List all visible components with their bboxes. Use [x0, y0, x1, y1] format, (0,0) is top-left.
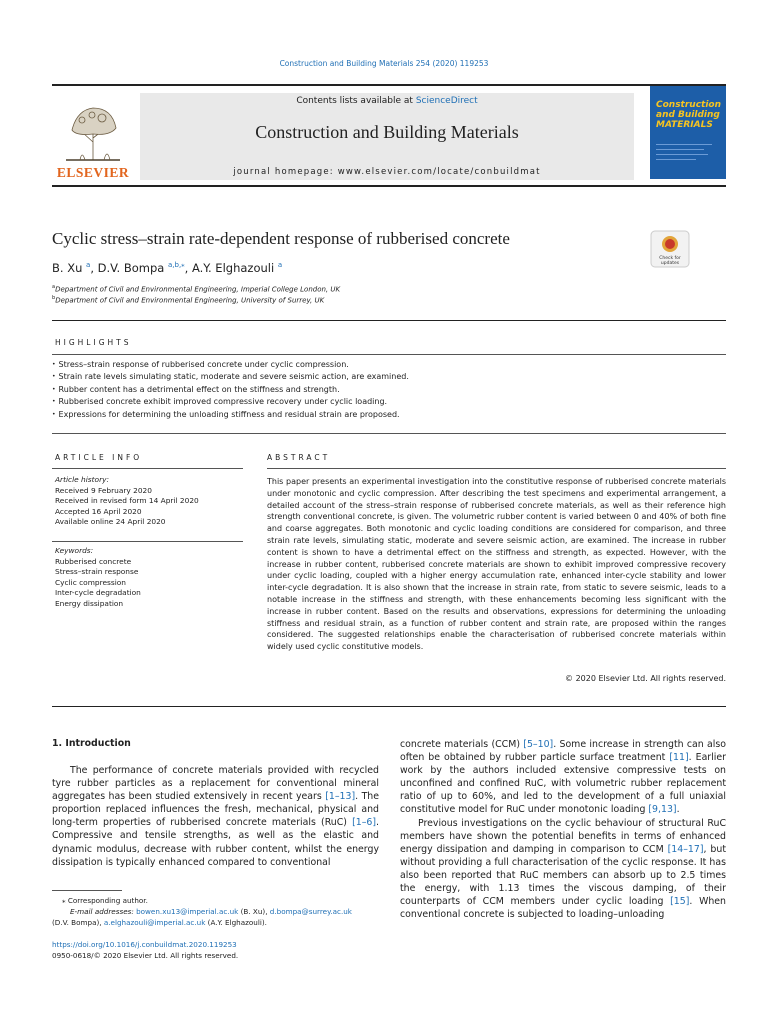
journal-name: Construction and Building Materials	[255, 122, 519, 142]
cover-title: Construction and Building MATERIALS	[656, 100, 722, 130]
journal-homepage[interactable]: journal homepage: www.elsevier.com/locate/conbuildmat	[233, 167, 541, 177]
footnote-rule	[52, 890, 122, 891]
paragraph: Previous investigations on the cyclic behaviour of structural RuC members have shown the potential benefits in terms of enhanced energy dissipation and damping in comparison to CCM [14–17], but without providing a full characterisation of the cyclic response. It has also been reported that RuC members can absorb up to 2.5 times the energy, with 1.13 times the viscous damping, of their counterparts of CCM members under cyclic loading [15]. When conventional concrete is subjected to loading–unloading	[400, 817, 726, 921]
abstract-copyright: © 2020 Elsevier Ltd. All rights reserved.	[565, 674, 726, 683]
citation-link[interactable]: [1–13]	[325, 791, 356, 803]
list-item: • Rubberised concrete exhibit improved compressive recovery under cyclic loading.	[52, 396, 409, 408]
divider	[267, 468, 726, 469]
doi-link[interactable]: https://doi.org/10.1016/j.conbuildmat.2020.119253	[52, 940, 237, 949]
keyword: Rubberised concrete	[55, 556, 132, 566]
divider	[52, 468, 243, 469]
citation-link[interactable]: [11]	[669, 752, 689, 764]
list-item: • Rubber content has a detrimental effect on the stiffness and strength.	[52, 384, 409, 396]
highlights-heading: HIGHLIGHTS	[55, 338, 132, 347]
keywords-label: Keywords:	[55, 546, 94, 555]
history-item: Available online 24 April 2020	[55, 517, 166, 526]
author-name[interactable]: A.Y. Elghazouli	[191, 261, 275, 275]
email-link[interactable]: a.elghazouli@imperial.ac.uk	[103, 918, 206, 927]
keyword: Inter-cycle degradation	[55, 588, 141, 597]
citation-link[interactable]: [15]	[670, 896, 690, 908]
article-history	[55, 475, 199, 528]
contents-line	[140, 96, 634, 106]
divider	[52, 706, 726, 707]
email-addresses: E-mail addresses: bowen.xu13@imperial.ac.uk (B. Xu), d.bompa@surrey.ac.uk	[70, 907, 352, 916]
author-affiliation-mark[interactable]: a	[277, 261, 283, 270]
history-label: Article history:	[55, 475, 109, 484]
contents-prefix: Contents lists available at	[296, 96, 416, 106]
keyword: Energy dissipation	[55, 598, 124, 608]
journal-cover-image	[650, 86, 726, 179]
article-title: Cyclic stress–strain rate-dependent response of rubberised concrete	[52, 229, 510, 248]
intro-right-column	[400, 738, 726, 921]
header-top-rule	[52, 84, 726, 86]
article-info-heading: ARTICLE INFO	[55, 453, 143, 462]
highlights-list	[52, 359, 409, 421]
affiliation: $^a$Department of Civil and Environmental Engineering, Imperial College London, UK	[52, 284, 341, 294]
list-item: • Expressions for determining the unloading stiffness and residual strain are proposed.	[52, 409, 409, 421]
citation-link[interactable]: [1–6]	[352, 817, 377, 829]
issn-copyright: 0950-0618/© 2020 Elsevier Ltd. All rights reserved.	[52, 951, 239, 960]
header-bottom-rule	[52, 185, 726, 187]
author-list: B. Xu $^a$, D.V. Bompa $^{a,b,⁎}$, A.Y. Elghazouli $^a$	[52, 261, 283, 275]
divider	[52, 354, 726, 355]
history-item: Received in revised form 14 April 2020	[55, 496, 199, 505]
abstract-text: This paper presents an experimental investigation into the constitutive response of rubberised concrete materials under monotonic and cyclic compression. After describing the test specimens and experimental arrangement, a detailed account of the stress–strain response of rubberised concrete materials, as well as their reference high strength conventional concrete, is given. The volumetric rubber content is varied between 0 and 40% of both fine and coarse aggregates. Both monotonic and cyclic loading conditions are considered for comparison, and three strain rate levels, simulating static, moderate and severe seismic action, are examined. The increase in rubber content is shown to have a detrimental effect on the stiffness and strength, as expected. However, with the increase in rubber content, rubberised concrete materials are shown to exhibit improved compressive recovery under cyclic loading, coupled with a higher energy accumulation rate, enhanced inter-cycle stability and lower inter-cycle degradation. It is also shown that the increase in strain rate, from static to severe seismic, leads to a notable increase in the stiffness and strength, with these enhancements becoming less significant with the increase in rubber content. Based on the results and observations, expressions for determining the unloading stiffness and residual strain, as a function of rubber content and strain rate, are proposed within the ranges considered. The suggested relationships enable the characterisation of rubberised concrete materials within widely used cyclic constitutive models.	[267, 477, 726, 652]
citation-link[interactable]: [5–10]	[523, 739, 554, 750]
section-heading: 1. Introduction	[52, 738, 131, 749]
email-link[interactable]: bowen.xu13@imperial.ac.uk	[136, 907, 239, 916]
svg-text:Check for: Check for	[659, 256, 681, 261]
citation-link[interactable]: [9,13]	[648, 804, 677, 816]
citation-link[interactable]: [14–17]	[667, 843, 704, 855]
email-link[interactable]: d.bompa@surrey.ac.uk	[269, 907, 352, 916]
affiliation: $^b$Department of Civil and Environmental Engineering, University of Surrey, UK	[52, 295, 325, 305]
check-for-updates-icon[interactable]	[650, 230, 690, 268]
email-addresses-cont: (D.V. Bompa), a.elghazouli@imperial.ac.uk (A.Y. Elghazouli).	[52, 918, 267, 927]
divider	[52, 320, 726, 321]
history-item: Received 9 February 2020	[55, 485, 152, 495]
list-item: • Stress–strain response of rubberised concrete under cyclic compression.	[52, 359, 409, 371]
journal-citation[interactable]: Construction and Building Materials 254 (2020) 119253	[279, 59, 489, 68]
author-name[interactable]: B. Xu	[52, 261, 83, 275]
paragraph: concrete materials (CCM) [5–10]. Some increase in strength can also often be obtained by rubber particle surface treatment [11]. Earlier work by the authors included extensive compressive tests on unconfined and confined RuC, with volumetric rubber replacement ratio of up to 60%, and led to the development of a full uniaxial constitutive model for RuC under monotonic loading [9,13].	[400, 739, 726, 816]
author-name[interactable]: D.V. Bompa	[97, 261, 165, 275]
paragraph: The performance of concrete materials provided with recycled tyre rubber particles as a replacement for conventional mineral aggregates has been studied extensively in recent years [1–13]. The proportion replaced influences the fresh, mechanical, physical and long-term properties of rubberised concrete materials (RuC) [1–6]. Compressive and tensile strengths, as well as the elastic and dynamic modulus, decrease with rubber content, whilst the energy dissipation is typically enhanced compared to conventional	[52, 765, 380, 868]
keyword: Cyclic compression	[55, 577, 126, 587]
divider	[52, 541, 243, 542]
divider	[52, 433, 726, 434]
list-item: • Strain rate levels simulating static, moderate and severe seismic action, are examined.	[52, 371, 409, 383]
corresponding-author-note: ⁎ Corresponding author.	[62, 896, 148, 905]
keyword: Stress–strain response	[55, 567, 139, 576]
sciencedirect-link[interactable]: ScienceDirect	[415, 96, 478, 106]
history-item: Accepted 16 April 2020	[55, 506, 142, 516]
intro-left-column	[52, 764, 379, 869]
author-affiliation-mark[interactable]: a	[86, 261, 91, 270]
elsevier-wordmark: ELSEVIER	[56, 165, 130, 180]
keywords	[55, 546, 141, 609]
author-affiliation-mark[interactable]: a,b,⁎	[167, 261, 185, 270]
abstract-heading: ABSTRACT	[267, 453, 331, 462]
svg-text:updates: updates	[660, 261, 680, 266]
